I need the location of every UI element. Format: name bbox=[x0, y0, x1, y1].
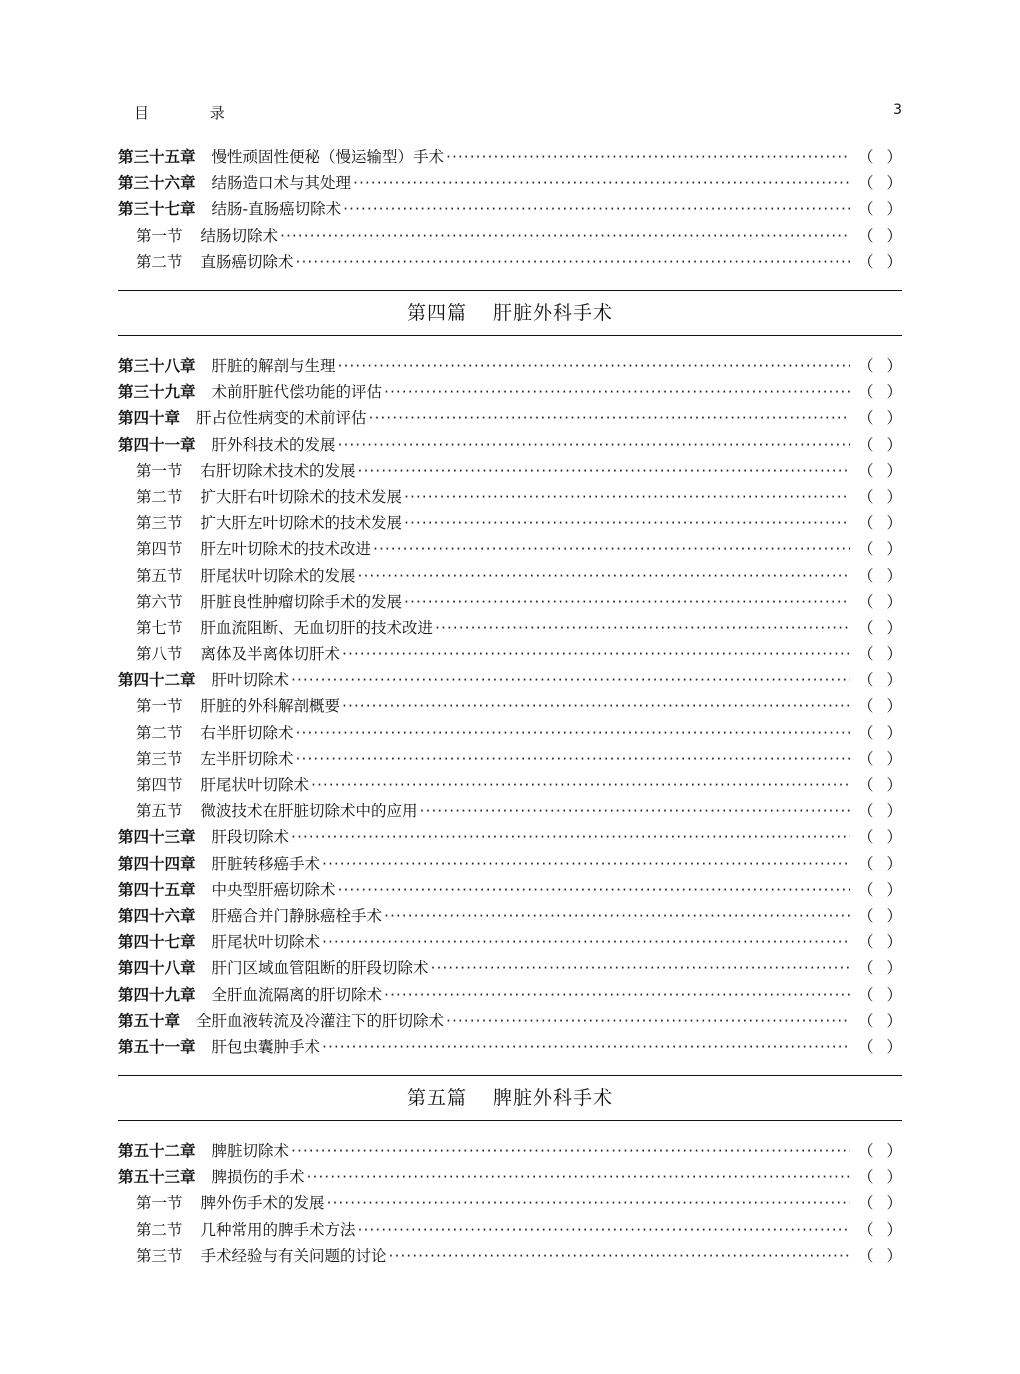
toc-chapter-entry bbox=[118, 877, 902, 903]
toc-chapter-entry bbox=[118, 1164, 902, 1190]
part-5-title bbox=[118, 1076, 902, 1120]
entry-title: 全肝血流隔离的肝切除术 bbox=[211, 985, 383, 1004]
entry-number: 第三节 bbox=[136, 749, 183, 768]
page-ref-open: （ bbox=[858, 880, 874, 899]
page-ref-open: （ bbox=[858, 854, 874, 873]
entry-number: 第一节 bbox=[136, 697, 183, 716]
page-ref-close: ） bbox=[886, 671, 902, 690]
page-ref-open: （ bbox=[858, 1220, 874, 1239]
toc-chapter-entry bbox=[118, 955, 902, 981]
toc-section-entry bbox=[118, 510, 902, 536]
page-ref-close: ） bbox=[886, 383, 902, 402]
dot-leader bbox=[280, 223, 850, 249]
page-ref bbox=[858, 720, 902, 746]
page-ref bbox=[858, 432, 902, 458]
page-ref-close: ） bbox=[886, 487, 902, 506]
dot-leader bbox=[446, 144, 850, 170]
part-4-title bbox=[118, 291, 902, 335]
toc-block-part-4 bbox=[118, 353, 902, 1060]
toc-chapter-entry bbox=[118, 353, 902, 379]
entry-number: 第四十五章 bbox=[118, 880, 196, 899]
dot-leader bbox=[404, 484, 850, 510]
entry-number: 第八节 bbox=[136, 645, 183, 664]
page-ref-open: （ bbox=[858, 409, 874, 428]
dot-leader bbox=[384, 379, 850, 405]
part-4-rule-bottom bbox=[118, 335, 902, 336]
page-ref-close: ） bbox=[886, 933, 902, 952]
entry-number: 第四十四章 bbox=[118, 854, 196, 873]
dot-leader bbox=[291, 1138, 850, 1164]
toc-section-entry bbox=[118, 1190, 902, 1216]
page-ref-open: （ bbox=[858, 148, 874, 166]
toc-chapter-entry bbox=[118, 851, 902, 877]
dot-leader bbox=[358, 458, 850, 484]
entry-number: 第四节 bbox=[136, 776, 183, 794]
entry-title: 肝门区域血管阻断的肝段切除术 bbox=[211, 959, 429, 978]
page-ref-close: ） bbox=[886, 252, 902, 271]
entry-number: 第五十二章 bbox=[118, 1142, 196, 1160]
entry-number: 第六节 bbox=[136, 592, 183, 611]
page-ref-open: （ bbox=[858, 383, 874, 402]
entry-number: 第七节 bbox=[136, 618, 183, 637]
page-ref-open: （ bbox=[858, 933, 874, 952]
page-ref bbox=[858, 144, 902, 170]
page-ref-open: （ bbox=[858, 1011, 874, 1030]
entry-number: 第三节 bbox=[136, 514, 183, 533]
page-ref-close: ） bbox=[886, 985, 902, 1004]
toc-chapter-entry bbox=[118, 929, 902, 955]
page-ref bbox=[858, 170, 902, 196]
page-ref-open: （ bbox=[858, 749, 874, 768]
running-header bbox=[118, 100, 902, 124]
entry-number: 第四十一章 bbox=[118, 435, 196, 454]
page-ref-close: ） bbox=[886, 1246, 902, 1265]
entry-number: 第四十八章 bbox=[118, 959, 196, 978]
entry-title: 左半肝切除术 bbox=[200, 749, 294, 768]
entry-number: 第二节 bbox=[136, 487, 183, 506]
dot-leader bbox=[322, 929, 850, 955]
entry-title: 肝左叶切除术的技术改进 bbox=[200, 540, 372, 559]
toc-section-entry bbox=[118, 615, 902, 641]
dot-leader bbox=[431, 955, 850, 981]
toc-chapter-entry bbox=[118, 982, 902, 1008]
entry-number: 第一节 bbox=[136, 226, 183, 245]
toc-section-entry bbox=[118, 1243, 902, 1269]
page-ref-open: （ bbox=[858, 461, 874, 480]
entry-title: 直肠癌切除术 bbox=[200, 252, 294, 271]
toc-section-entry bbox=[118, 641, 902, 667]
page-ref bbox=[858, 1217, 902, 1243]
dot-leader bbox=[358, 563, 850, 589]
page-ref-open: （ bbox=[858, 540, 874, 559]
header-title: 目 录 bbox=[134, 104, 253, 122]
page-ref-close: ） bbox=[886, 1142, 902, 1160]
page-ref-open: （ bbox=[858, 671, 874, 690]
part-4-name: 肝脏外科手术 bbox=[493, 302, 614, 324]
part-5-heading bbox=[118, 1075, 902, 1121]
dot-leader bbox=[322, 851, 850, 877]
entry-number: 第三十九章 bbox=[118, 383, 196, 402]
entry-number: 第四十三章 bbox=[118, 828, 196, 847]
page-ref bbox=[858, 824, 902, 850]
entry-number: 第二节 bbox=[136, 723, 183, 742]
dot-leader bbox=[420, 798, 850, 824]
toc-section-entry bbox=[118, 484, 902, 510]
page-ref-close: ） bbox=[886, 566, 902, 585]
entry-title: 右肝切除术技术的发展 bbox=[200, 461, 356, 480]
entry-number: 第五十一章 bbox=[118, 1037, 196, 1056]
page-ref-close: ） bbox=[886, 514, 902, 533]
toc-chapter-entry bbox=[118, 903, 902, 929]
entry-title: 肝脏的解剖与生理 bbox=[211, 357, 336, 375]
toc-section-entry bbox=[118, 1217, 902, 1243]
part-4-label: 第四篇 bbox=[406, 302, 467, 324]
entry-title: 慢性顽固性便秘（慢运输型）手术 bbox=[211, 148, 445, 166]
page-ref-close: ） bbox=[886, 409, 902, 428]
entry-title: 右半肝切除术 bbox=[200, 723, 294, 742]
entry-title: 中央型肝癌切除术 bbox=[211, 880, 336, 899]
toc-chapter-entry bbox=[118, 144, 902, 170]
page-ref-open: （ bbox=[858, 802, 874, 821]
page-ref bbox=[858, 536, 902, 562]
part-5-rule-bottom bbox=[118, 1120, 902, 1121]
page-ref-open: （ bbox=[858, 592, 874, 611]
dot-leader bbox=[327, 1190, 850, 1216]
dot-leader bbox=[311, 772, 850, 798]
page-ref bbox=[858, 955, 902, 981]
entry-number: 第四十章 bbox=[118, 409, 181, 428]
dot-leader bbox=[369, 405, 850, 431]
page-ref-close: ） bbox=[886, 148, 902, 166]
page-ref-close: ） bbox=[886, 828, 902, 847]
toc-section-entry bbox=[118, 589, 902, 615]
entry-title: 肝尾状叶切除术的发展 bbox=[200, 566, 356, 585]
page-ref-close: ） bbox=[886, 802, 902, 821]
dot-leader bbox=[338, 353, 850, 379]
entry-title: 脾外伤手术的发展 bbox=[200, 1194, 325, 1213]
page-ref-close: ） bbox=[886, 959, 902, 978]
page-ref-close: ） bbox=[886, 1037, 902, 1056]
page-ref bbox=[858, 249, 902, 275]
dot-leader bbox=[342, 641, 850, 667]
dot-leader bbox=[384, 982, 850, 1008]
entry-number: 第三十八章 bbox=[118, 357, 196, 375]
page-ref bbox=[858, 1243, 902, 1269]
page-ref-open: （ bbox=[858, 357, 874, 375]
toc-section-entry bbox=[118, 693, 902, 719]
dot-leader bbox=[404, 510, 850, 536]
page-ref-close: ） bbox=[886, 592, 902, 611]
page-ref bbox=[858, 196, 902, 222]
page-ref-close: ） bbox=[886, 618, 902, 637]
page-ref-open: （ bbox=[858, 1246, 874, 1265]
page-ref-close: ） bbox=[886, 226, 902, 245]
part-5-label: 第五篇 bbox=[406, 1087, 467, 1109]
page-ref-close: ） bbox=[886, 1011, 902, 1030]
page-ref bbox=[858, 929, 902, 955]
page-ref-open: （ bbox=[858, 618, 874, 637]
entry-title: 术前肝脏代偿功能的评估 bbox=[211, 383, 383, 402]
entry-number: 第一节 bbox=[136, 461, 183, 480]
dot-leader bbox=[296, 249, 850, 275]
dot-leader bbox=[291, 824, 850, 850]
entry-title: 肝脏的外科解剖概要 bbox=[200, 697, 341, 716]
page-ref-open: （ bbox=[858, 828, 874, 847]
entry-number: 第五节 bbox=[136, 802, 183, 821]
page-ref bbox=[858, 1164, 902, 1190]
page-ref-close: ） bbox=[886, 906, 902, 925]
dot-leader bbox=[373, 536, 850, 562]
toc-chapter-entry bbox=[118, 432, 902, 458]
page-ref bbox=[858, 223, 902, 249]
entry-title: 脾脏切除术 bbox=[211, 1142, 290, 1160]
page-ref bbox=[858, 641, 902, 667]
entry-title: 肝外科技术的发展 bbox=[211, 435, 336, 454]
toc-section-entry bbox=[118, 223, 902, 249]
entry-number: 第四十七章 bbox=[118, 933, 196, 952]
entry-title: 肝脏良性肿瘤切除手术的发展 bbox=[200, 592, 403, 611]
dot-leader bbox=[296, 746, 850, 772]
entry-title: 微波技术在肝脏切除术中的应用 bbox=[200, 802, 418, 821]
entry-number: 第四节 bbox=[136, 540, 183, 559]
entry-title: 肝脏转移癌手术 bbox=[211, 854, 321, 873]
page-ref-close: ） bbox=[886, 435, 902, 454]
page-ref-close: ） bbox=[886, 645, 902, 664]
dot-leader bbox=[358, 1217, 850, 1243]
page-ref-close: ） bbox=[886, 776, 902, 794]
toc-chapter-entry bbox=[118, 824, 902, 850]
page-ref bbox=[858, 982, 902, 1008]
page-ref-open: （ bbox=[858, 723, 874, 742]
toc-chapter-entry bbox=[118, 196, 902, 222]
page-ref bbox=[858, 405, 902, 431]
toc-chapter-entry bbox=[118, 379, 902, 405]
entry-number: 第四十二章 bbox=[118, 671, 196, 690]
page-ref bbox=[858, 615, 902, 641]
dot-leader bbox=[384, 903, 850, 929]
toc-block-part-5 bbox=[118, 1138, 902, 1269]
page-ref bbox=[858, 510, 902, 536]
page-ref bbox=[858, 851, 902, 877]
dot-leader bbox=[353, 170, 850, 196]
entry-title: 扩大肝左叶切除术的技术发展 bbox=[200, 514, 403, 533]
page-ref-close: ） bbox=[886, 357, 902, 375]
page-ref-open: （ bbox=[858, 514, 874, 533]
page-ref bbox=[858, 693, 902, 719]
entry-number: 第二节 bbox=[136, 252, 183, 271]
toc-block-top bbox=[118, 144, 902, 275]
page-ref bbox=[858, 1138, 902, 1164]
dot-leader bbox=[343, 196, 850, 222]
dot-leader bbox=[338, 432, 850, 458]
toc-chapter-entry bbox=[118, 405, 902, 431]
page-ref-open: （ bbox=[858, 906, 874, 925]
toc-chapter-entry bbox=[118, 667, 902, 693]
toc-section-entry bbox=[118, 746, 902, 772]
page-ref bbox=[858, 353, 902, 379]
toc-chapter-entry bbox=[118, 1138, 902, 1164]
page-ref bbox=[858, 484, 902, 510]
page-ref-close: ） bbox=[886, 854, 902, 873]
entry-number: 第四十九章 bbox=[118, 985, 196, 1004]
page-ref-open: （ bbox=[858, 985, 874, 1004]
page-ref-open: （ bbox=[858, 174, 874, 193]
page-ref-close: ） bbox=[886, 880, 902, 899]
page-ref-close: ） bbox=[886, 461, 902, 480]
entry-number: 第二节 bbox=[136, 1220, 183, 1239]
dot-leader bbox=[435, 615, 850, 641]
page-ref-close: ） bbox=[886, 749, 902, 768]
page-ref-close: ） bbox=[886, 174, 902, 193]
page-ref bbox=[858, 458, 902, 484]
entry-title: 肝包虫囊肿手术 bbox=[211, 1037, 321, 1056]
entry-title: 结肠-直肠癌切除术 bbox=[211, 200, 342, 219]
entry-title: 肝叶切除术 bbox=[211, 671, 290, 690]
entry-title: 肝占位性病变的术前评估 bbox=[196, 409, 367, 428]
entry-title: 几种常用的脾手术方法 bbox=[200, 1220, 356, 1239]
entry-number: 第三十五章 bbox=[118, 148, 196, 166]
page-ref bbox=[858, 589, 902, 615]
page-ref-open: （ bbox=[858, 1037, 874, 1056]
page-ref-open: （ bbox=[858, 776, 874, 794]
page-ref-close: ） bbox=[886, 697, 902, 716]
page-ref bbox=[858, 1008, 902, 1034]
page-ref bbox=[858, 379, 902, 405]
page-ref-close: ） bbox=[886, 1194, 902, 1213]
page-ref-open: （ bbox=[858, 1194, 874, 1213]
page-ref-close: ） bbox=[886, 1220, 902, 1239]
toc-section-entry bbox=[118, 536, 902, 562]
page-ref bbox=[858, 746, 902, 772]
entry-title: 结肠造口术与其处理 bbox=[211, 174, 352, 193]
page-ref-close: ） bbox=[886, 723, 902, 742]
page-ref-open: （ bbox=[858, 697, 874, 716]
page-ref bbox=[858, 877, 902, 903]
page-ref bbox=[858, 903, 902, 929]
page-ref-open: （ bbox=[858, 1142, 874, 1160]
toc-section-entry bbox=[118, 563, 902, 589]
page-ref-open: （ bbox=[858, 645, 874, 664]
entry-title: 离体及半离体切肝术 bbox=[200, 645, 341, 664]
dot-leader bbox=[338, 877, 850, 903]
entry-title: 脾损伤的手术 bbox=[211, 1168, 305, 1187]
entry-title: 手术经验与有关问题的讨论 bbox=[200, 1246, 387, 1265]
page-ref-close: ） bbox=[886, 200, 902, 219]
dot-leader bbox=[404, 589, 850, 615]
page-number: 3 bbox=[893, 102, 902, 118]
page-ref-open: （ bbox=[858, 252, 874, 271]
page-ref-open: （ bbox=[858, 1168, 874, 1187]
page-ref-close: ） bbox=[886, 540, 902, 559]
entry-number: 第三十六章 bbox=[118, 174, 196, 193]
page-ref-open: （ bbox=[858, 487, 874, 506]
dot-leader bbox=[446, 1008, 850, 1034]
entry-number: 第三十七章 bbox=[118, 200, 196, 219]
page-ref-open: （ bbox=[858, 435, 874, 454]
page-ref-close: ） bbox=[886, 1168, 902, 1187]
toc-section-entry bbox=[118, 458, 902, 484]
page-ref-open: （ bbox=[858, 959, 874, 978]
entry-number: 第五十三章 bbox=[118, 1168, 196, 1187]
dot-leader bbox=[291, 667, 850, 693]
dot-leader bbox=[389, 1243, 850, 1269]
entry-number: 第一节 bbox=[136, 1194, 183, 1213]
page-ref bbox=[858, 1034, 902, 1060]
entry-number: 第五节 bbox=[136, 566, 183, 585]
entry-number: 第五十章 bbox=[118, 1011, 181, 1030]
dot-leader bbox=[342, 693, 850, 719]
part-5-name: 脾脏外科手术 bbox=[493, 1087, 614, 1109]
entry-title: 肝尾状叶切除术 bbox=[200, 776, 310, 794]
toc-section-entry bbox=[118, 798, 902, 824]
entry-title: 扩大肝右叶切除术的技术发展 bbox=[200, 487, 403, 506]
dot-leader bbox=[322, 1034, 850, 1060]
entry-title: 肝尾状叶切除术 bbox=[211, 933, 321, 952]
toc-chapter-entry bbox=[118, 1034, 902, 1060]
entry-title: 肝癌合并门静脉癌栓手术 bbox=[211, 906, 383, 925]
part-4-heading bbox=[118, 290, 902, 336]
toc-section-entry bbox=[118, 772, 902, 798]
page-ref bbox=[858, 563, 902, 589]
page-ref bbox=[858, 1190, 902, 1216]
entry-title: 结肠切除术 bbox=[200, 226, 279, 245]
page-ref bbox=[858, 798, 902, 824]
dot-leader bbox=[296, 720, 850, 746]
page-ref bbox=[858, 772, 902, 798]
page-ref-open: （ bbox=[858, 226, 874, 245]
toc-chapter-entry bbox=[118, 170, 902, 196]
toc-section-entry bbox=[118, 249, 902, 275]
entry-title: 全肝血液转流及冷灌注下的肝切除术 bbox=[196, 1011, 445, 1030]
entry-number: 第三节 bbox=[136, 1246, 183, 1265]
entry-title: 肝段切除术 bbox=[211, 828, 290, 847]
dot-leader bbox=[307, 1164, 850, 1190]
page-ref-open: （ bbox=[858, 200, 874, 219]
entry-title: 肝血流阻断、无血切肝的技术改进 bbox=[200, 618, 434, 637]
page-ref bbox=[858, 667, 902, 693]
page-ref-open: （ bbox=[858, 566, 874, 585]
toc-chapter-entry bbox=[118, 1008, 902, 1034]
entry-number: 第四十六章 bbox=[118, 906, 196, 925]
toc-section-entry bbox=[118, 720, 902, 746]
